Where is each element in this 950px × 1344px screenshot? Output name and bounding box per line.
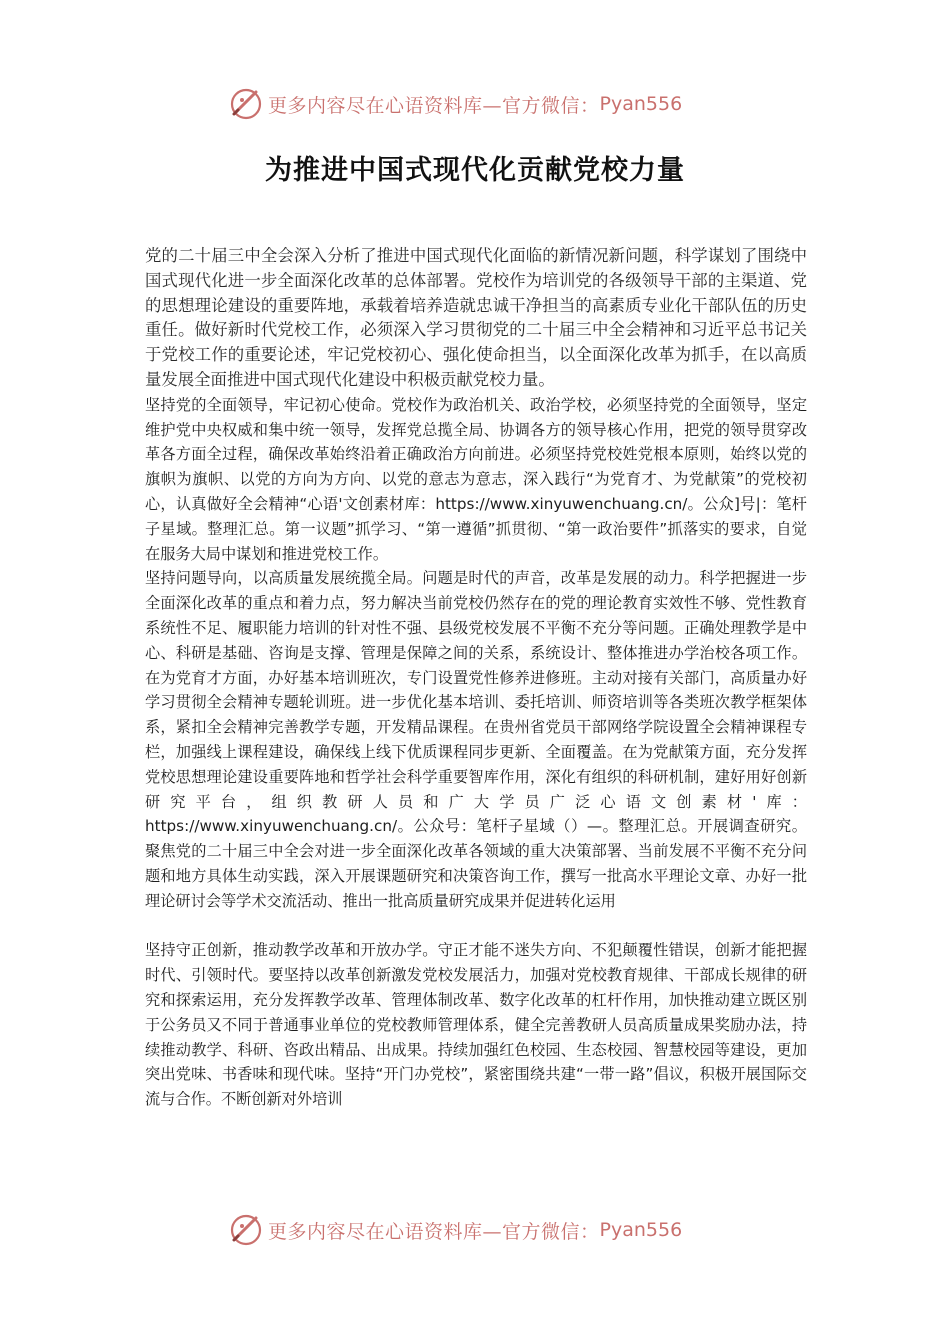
paragraph-gap <box>145 914 807 939</box>
brush-logo-icon <box>228 86 264 122</box>
watermark-wechat-id: Pyan556 <box>599 1219 683 1241</box>
header-watermark-banner <box>0 84 950 124</box>
watermark-text: 更多内容尽在心语资料库—官方微信： <box>268 1220 600 1243</box>
watermark-wechat-id: Pyan556 <box>599 93 683 115</box>
paragraph-leadership: 坚持党的全面领导，牢记初心使命。党校作为政治机关、政治学校，必须坚持党的全面领导，坚定维护党中央权威和集中统一领导，发挥党总揽全局、协调各方的领导核心作用，把党的领导贯穿改革各方面全过程，确保改革始终沿着正确政治方向前进。必须坚持党校姓党根本原则，始终以党的旗帜为旗帜、以党的方向为方向、以党的意志为意志，深入践行“为党育才、为党献策”的党校初心，认真做好全会精神“心语'文创素材库：https://www.xinyuwenchuang.cn/。公众]号|：笔杆子星域。整理汇总。第一议题”抓学习、“第一遵循”抓贯彻、“第一政治要件”抓落实的要求，自觉在服务大局中谋划和推进党校工作。 <box>145 395 807 563</box>
document-body <box>145 244 807 1112</box>
page-title: 为推进中国式现代化贡献党校力量 <box>265 155 685 186</box>
paragraph-innovation: 坚持守正创新，推动教学改革和开放办学。守正才能不迷失方向、不犯颠覆性错误，创新才能把握时代、引领时代。要坚持以改革创新激发党校发展活力，加强对党校教育规律、干部成长规律的研究和探索运用，充分发挥教学改革、管理体制改革、数字化改革的杠杆作用，加快推动建立既区别于公务员又不同于普通事业单位的党校教师管理体系，健全完善教研人员高质量成果奖励办法，持续推动教学、科研、咨政出精品、出成果。持续加强红色校园、生态校园、智慧校园等建设，更加突出党味、书香味和现代味。坚持“开门办党校”，紧密围绕共建“一带一路”倡议，积极开展国际交流与合作。不断创新对外培训 <box>145 941 807 1109</box>
footer-watermark-banner <box>0 1210 950 1250</box>
paragraph-intro: 党的二十届三中全会深入分析了推进中国式现代化面临的新情况新问题，科学谋划了围绕中国式现代化进一步全面深化改革的总体部署。党校作为培训党的各级领导干部的主渠道、党的思想理论建设的重要阵地，承载着培养造就忠诚干净担当的高素质专业化干部队伍的历史重任。做好新时代党校工作，必须深入学习贯彻党的二十届三中全会精神和习近平总书记关于党校工作的重要论述，牢记党校初心、强化使命担当，以全面深化改革为抓手，在以高质量发展全面推进中国式现代化建设中积极贡献党校力量。 <box>145 246 807 389</box>
paragraph-problem-oriented: 坚持问题导向，以高质量发展统揽全局。问题是时代的声音，改革是发展的动力。科学把握进一步全面深化改革的重点和着力点，努力解决当前党校仍然存在的党的理论教育实效性不够、党性教育系统性不足、履职能力培训的针对性不强、县级党校发展不平衡不充分等问题。正确处理教学是中心、科研是基础、咨询是支撑、管理是保障之间的关系，系统设计、整体推进办学治校各项工作。在为党育才方面，办好基本培训班次，专门设置党性修养进修班。主动对接有关部门，高质量办好学习贯彻全会精神专题轮训班。进一步优化基本培训、委托培训、师资培训等各类班次教学框架体系，紧扣全会精神完善教学专题，开发精品课程。在贵州省党员干部网络学院设置全会精神课程专栏，加强线上课程建设，确保线上线下优质课程同步更新、全面覆盖。在为党献策方面，充分发挥党校思想理论建设重要阵地和哲学社会科学重要智库作用，深化有组织的科研机制，建好用好创新研究平台，组织教研人员和广大学员广泛心语文创素材'库：https://www.xinyuwenchuang.cn/。公众号：笔杆子星域（）—。整理汇总。开展调查研究。聚焦党的二十届三中全会对进一步全面深化改革各领域的重大决策部署、当前发展不平衡不充分问题和地方具体生动实践，深入开展课题研究和决策咨询工作，撰写一批高水平理论文章、办好一批理论研讨会等学术交流活动、推出一批高质量研究成果并促进转化运用 <box>145 569 807 910</box>
watermark-text: 更多内容尽在心语资料库—官方微信： <box>268 94 600 117</box>
brush-logo-icon <box>228 1212 264 1248</box>
